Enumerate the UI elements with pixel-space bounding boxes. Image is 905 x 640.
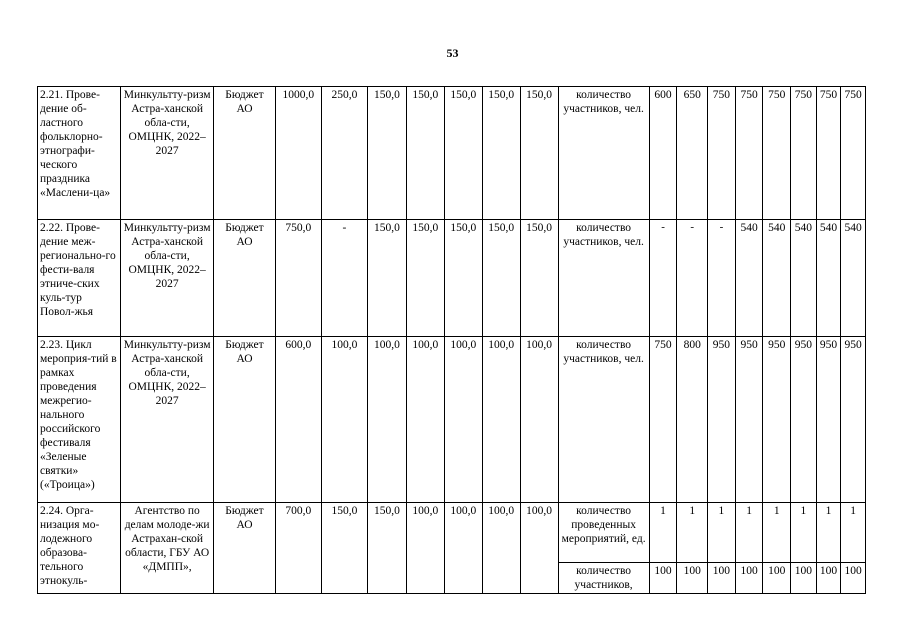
amount-cell: 100,0 (520, 503, 558, 594)
indicator-value-cell: 650 (677, 87, 708, 220)
indicator-value-cell: - (677, 220, 708, 337)
executor-cell: Минкультту-ризм Астра-ханской обла-сти, ОМЦНК, 2022– 2027 (121, 87, 214, 220)
amount-cell: 150,0 (444, 220, 482, 337)
amount-cell: 150,0 (482, 87, 520, 220)
amount-cell: 750,0 (275, 220, 321, 337)
indicator-value-cell: 950 (708, 337, 736, 503)
indicator-value-cell: 540 (816, 220, 841, 337)
indicator-label-cell: количество проведенных мероприятий, ед. (558, 503, 649, 563)
amount-cell: 100,0 (406, 503, 444, 594)
indicator-value-cell: - (708, 220, 736, 337)
indicator-value-cell: 1 (791, 503, 817, 563)
table-row (38, 503, 866, 563)
amount-cell: 150,0 (444, 87, 482, 220)
indicator-label-cell: количество участников, чел. (558, 87, 649, 220)
amount-cell: 100,0 (406, 337, 444, 503)
indicator-value-cell: 1 (816, 503, 841, 563)
amount-cell: 150,0 (406, 220, 444, 337)
amount-cell: - (321, 220, 367, 337)
indicator-value-cell: 950 (816, 337, 841, 503)
amount-cell: 150,0 (367, 503, 406, 594)
funding-source-cell: Бюджет АО (214, 87, 275, 220)
event-name-cell: 2.23. Цикл мероприя-тий в рамках проведения межрегио-нального российского фестиваля «Зеленые святки» («Троица») (38, 337, 121, 503)
indicator-label-cell: количество участников, чел. (558, 220, 649, 337)
page-number: 53 (446, 46, 459, 60)
executor-cell: Минкультту-ризм Астра-ханской обла-сти, ОМЦНК, 2022– 2027 (121, 220, 214, 337)
funding-source-cell: Бюджет АО (214, 220, 275, 337)
amount-cell: 100,0 (444, 503, 482, 594)
amount-cell: 150,0 (367, 87, 406, 220)
amount-cell: 100,0 (444, 337, 482, 503)
amount-cell: 150,0 (321, 503, 367, 594)
event-name-cell: 2.21. Прове-дение об-ластного фольклорно-этнографи-ческого праздника «Маслени-ца» (38, 87, 121, 220)
indicator-value-cell: 600 (649, 87, 677, 220)
amount-cell: 150,0 (406, 87, 444, 220)
indicator-value-cell: 950 (763, 337, 791, 503)
executor-cell: Минкультту-ризм Астра-ханской обла-сти, ОМЦНК, 2022– 2027 (121, 337, 214, 503)
indicator-label-cell: количество участников, чел. (558, 337, 649, 503)
indicator-value-cell: - (649, 220, 677, 337)
indicator-value-cell: 100 (649, 563, 677, 594)
funding-source-cell: Бюджет АО (214, 337, 275, 503)
indicator-value-cell: 540 (791, 220, 817, 337)
amount-cell: 100,0 (482, 503, 520, 594)
table-row (38, 337, 866, 503)
indicator-value-cell: 1 (735, 503, 763, 563)
indicator-value-cell: 750 (791, 87, 817, 220)
indicator-value-cell: 800 (677, 337, 708, 503)
indicator-value-cell: 100 (708, 563, 736, 594)
indicator-value-cell: 1 (841, 503, 866, 563)
amount-cell: 150,0 (367, 220, 406, 337)
event-name-cell: 2.22. Прове-дение меж-регионально-го фести-валя этниче-ских куль-тур Повол-жья (38, 220, 121, 337)
program-table (37, 86, 866, 594)
indicator-value-cell: 540 (763, 220, 791, 337)
indicator-value-cell: 100 (816, 563, 841, 594)
funding-source-cell: Бюджет АО (214, 503, 275, 594)
indicator-value-cell: 100 (841, 563, 866, 594)
amount-cell: 100,0 (321, 337, 367, 503)
amount-cell: 150,0 (520, 87, 558, 220)
indicator-value-cell: 1 (649, 503, 677, 563)
indicator-value-cell: 950 (735, 337, 763, 503)
indicator-value-cell: 750 (708, 87, 736, 220)
amount-cell: 100,0 (482, 337, 520, 503)
amount-cell: 250,0 (321, 87, 367, 220)
indicator-value-cell: 950 (791, 337, 817, 503)
indicator-value-cell: 750 (649, 337, 677, 503)
indicator-value-cell: 1 (677, 503, 708, 563)
indicator-value-cell: 100 (677, 563, 708, 594)
amount-cell: 150,0 (520, 220, 558, 337)
indicator-value-cell: 100 (791, 563, 817, 594)
amount-cell: 150,0 (482, 220, 520, 337)
amount-cell: 700,0 (275, 503, 321, 594)
indicator-value-cell: 1 (708, 503, 736, 563)
indicator-value-cell: 540 (735, 220, 763, 337)
indicator-value-cell: 100 (735, 563, 763, 594)
indicator-value-cell: 750 (735, 87, 763, 220)
amount-cell: 600,0 (275, 337, 321, 503)
amount-cell: 100,0 (520, 337, 558, 503)
amount-cell: 100,0 (367, 337, 406, 503)
indicator-value-cell: 950 (841, 337, 866, 503)
table-row (38, 87, 866, 220)
indicator-value-cell: 750 (841, 87, 866, 220)
indicator-value-cell: 540 (841, 220, 866, 337)
indicator-label-cell: количество участников, (558, 563, 649, 594)
indicator-value-cell: 750 (763, 87, 791, 220)
table-row (38, 220, 866, 337)
indicator-value-cell: 100 (763, 563, 791, 594)
indicator-value-cell: 1 (763, 503, 791, 563)
indicator-value-cell: 750 (816, 87, 841, 220)
executor-cell: Агентство по делам молоде-жи Астрахан-ской области, ГБУ АО «ДМПП», (121, 503, 214, 594)
amount-cell: 1000,0 (275, 87, 321, 220)
event-name-cell: 2.24. Орга-низация мо-лодежного образова-тельного этнокуль- (38, 503, 121, 594)
